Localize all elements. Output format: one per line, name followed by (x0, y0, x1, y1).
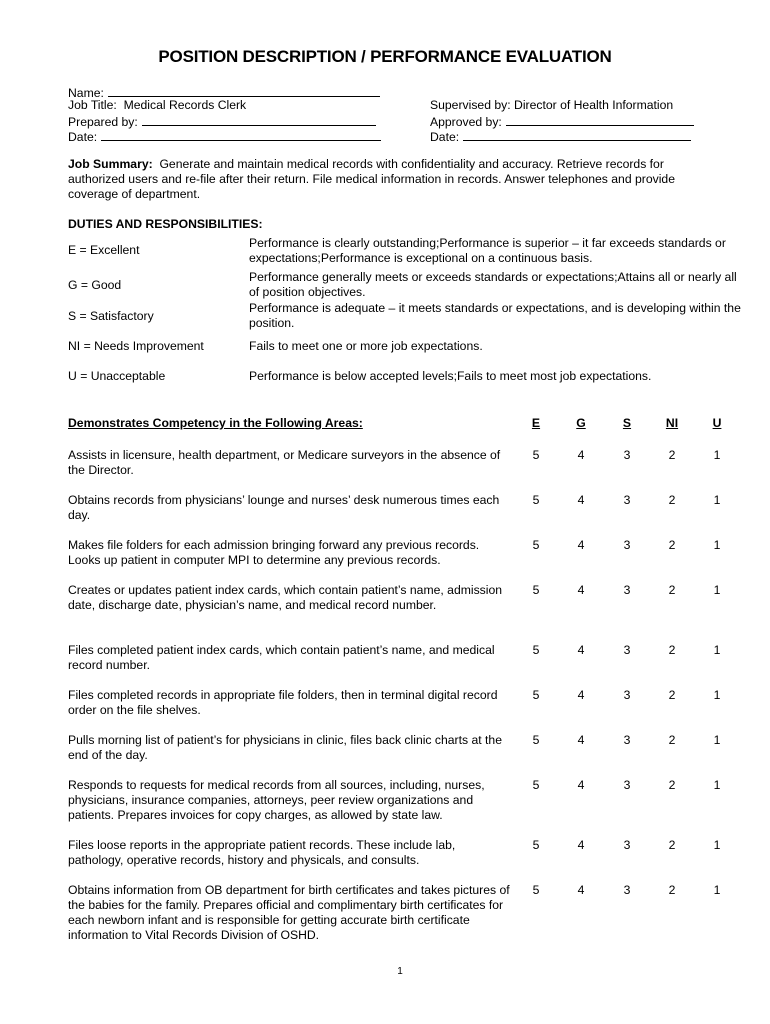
job-summary-label: Job Summary: (68, 157, 153, 171)
score-u[interactable]: 1 (713, 733, 721, 747)
job-title-label: Job Title: (68, 98, 117, 112)
score-e[interactable]: 5 (532, 538, 540, 552)
date-label: Date: (68, 130, 98, 144)
score-g[interactable]: 4 (577, 643, 585, 657)
competency-text: Responds to requests for medical records from all sources, including, nurses, physicians, insurance companies, attorneys, peer review organizations and patients. Prepares invoices for copy charges, as allowed by state law. (68, 778, 485, 822)
column-header-e: E (531, 416, 541, 430)
score-g[interactable]: 4 (577, 448, 585, 462)
rating-desc-g: Performance generally meets or exceeds standards or expectations;Attains all or nearly all of position objectives. (249, 270, 737, 299)
score-ni[interactable]: 2 (668, 493, 676, 507)
score-s[interactable]: 3 (623, 643, 631, 657)
rating-label-u: U = Unacceptable (68, 369, 166, 383)
supervised-by-label: Supervised by: (430, 98, 511, 112)
score-e[interactable]: 5 (532, 448, 540, 462)
name-blank[interactable] (108, 84, 380, 97)
date-row (68, 128, 381, 145)
score-ni[interactable]: 2 (668, 643, 676, 657)
job-summary-text: Generate and maintain medical records with confidentiality and accuracy. Retrieve records for authorized users and re-file after their return. File medical information in records. Answer telephones and provide coverage of department. (68, 157, 675, 201)
score-s[interactable]: 3 (623, 733, 631, 747)
rating-desc-ni: Fails to meet one or more job expectations. (249, 339, 483, 353)
score-u[interactable]: 1 (713, 538, 721, 552)
rating-label-s: S = Satisfactory (68, 309, 154, 323)
duties-heading: DUTIES AND RESPONSIBILITIES: (68, 217, 263, 231)
rating-desc-u: Performance is below accepted levels;Fails to meet most job expectations. (249, 369, 652, 383)
competency-text: Files loose reports in the appropriate patient records. These include lab, pathology, operative records, history and physicals, and consults. (68, 838, 456, 867)
score-u[interactable]: 1 (713, 778, 721, 792)
prepared-by-blank[interactable] (142, 113, 376, 126)
job-summary (68, 157, 708, 202)
competency-text: Files completed patient index cards, which contain patient’s name, and medical record number. (68, 643, 495, 672)
score-ni[interactable]: 2 (668, 778, 676, 792)
rating-label-g: G = Good (68, 278, 122, 292)
column-header-u: U (712, 416, 722, 430)
column-header-g: G (576, 416, 586, 430)
score-s[interactable]: 3 (623, 448, 631, 462)
date-blank[interactable] (101, 128, 381, 141)
score-ni[interactable]: 2 (668, 688, 676, 702)
competency-text: Files completed records in appropriate file folders, then in terminal digital record order on the file shelves. (68, 688, 498, 717)
competency-text: Pulls morning list of patient’s for physicians in clinic, files back clinic charts at the end of the day. (68, 733, 502, 762)
score-e[interactable]: 5 (532, 733, 540, 747)
score-u[interactable]: 1 (713, 448, 721, 462)
supervised-by-row (430, 98, 673, 113)
score-s[interactable]: 3 (623, 538, 631, 552)
score-e[interactable]: 5 (532, 643, 540, 657)
score-s[interactable]: 3 (623, 583, 631, 597)
column-header-s: S (622, 416, 632, 430)
rating-label-e: E = Excellent (68, 243, 140, 257)
rating-desc-e: Performance is clearly outstanding;Performance is superior – it far exceeds standards or expectations;Performance is exceptional on a continuous basis. (249, 236, 726, 265)
score-u[interactable]: 1 (713, 688, 721, 702)
competency-text: Creates or updates patient index cards, which contain patient’s name, admission date, discharge date, physician’s name, and medical record number. (68, 583, 503, 612)
score-s[interactable]: 3 (623, 688, 631, 702)
score-u[interactable]: 1 (713, 883, 721, 897)
score-ni[interactable]: 2 (668, 883, 676, 897)
score-u[interactable]: 1 (713, 838, 721, 852)
rating-label-ni: NI = Needs Improvement (68, 339, 204, 353)
score-g[interactable]: 4 (577, 538, 585, 552)
score-g[interactable]: 4 (577, 838, 585, 852)
score-g[interactable]: 4 (577, 493, 585, 507)
score-ni[interactable]: 2 (668, 733, 676, 747)
prepared-by-label: Prepared by: (68, 115, 138, 129)
page-number: 1 (397, 966, 403, 977)
score-e[interactable]: 5 (532, 583, 540, 597)
score-e[interactable]: 5 (532, 493, 540, 507)
score-e[interactable]: 5 (532, 838, 540, 852)
date2-row (430, 128, 691, 145)
score-s[interactable]: 3 (623, 838, 631, 852)
score-g[interactable]: 4 (577, 733, 585, 747)
score-ni[interactable]: 2 (668, 538, 676, 552)
competency-text: Assists in licensure, health department, or Medicare surveyors in the absence of the Director. (68, 448, 501, 477)
score-s[interactable]: 3 (623, 883, 631, 897)
date2-blank[interactable] (463, 128, 691, 141)
competency-text: Obtains information from OB department for birth certificates and takes pictures of the babies for the family. Prepares official and complimentary birth certificates for each newborn infant and is responsible for getting accurate birth certificate information to Vital Records Division of OSHD. (68, 883, 510, 942)
score-e[interactable]: 5 (532, 778, 540, 792)
competency-text: Obtains records from physicians’ lounge and nurses’ desk numerous times each day. (68, 493, 500, 522)
name-label: Name: (68, 86, 104, 100)
score-s[interactable]: 3 (623, 493, 631, 507)
score-ni[interactable]: 2 (668, 583, 676, 597)
job-title-row (68, 98, 246, 113)
rating-desc-s: Performance is adequate – it meets standards or expectations, and is developing within the position. (249, 301, 741, 330)
score-g[interactable]: 4 (577, 883, 585, 897)
date2-label: Date: (430, 130, 460, 144)
score-g[interactable]: 4 (577, 778, 585, 792)
score-e[interactable]: 5 (532, 883, 540, 897)
score-u[interactable]: 1 (713, 583, 721, 597)
score-u[interactable]: 1 (713, 493, 721, 507)
job-title-value: Medical Records Clerk (123, 98, 247, 112)
score-e[interactable]: 5 (532, 688, 540, 702)
approved-by-blank[interactable] (506, 113, 694, 126)
approved-by-label: Approved by: (430, 115, 502, 129)
column-header-ni: NI (665, 416, 679, 430)
score-ni[interactable]: 2 (668, 838, 676, 852)
score-g[interactable]: 4 (577, 688, 585, 702)
score-ni[interactable]: 2 (668, 448, 676, 462)
competency-text: Makes file folders for each admission bringing forward any previous records. Looks up patient in computer MPI to determine any previous records. (68, 538, 480, 567)
score-u[interactable]: 1 (713, 643, 721, 657)
supervised-by-value: Director of Health Information (514, 98, 674, 112)
page-title: POSITION DESCRIPTION / PERFORMANCE EVALUATION (158, 47, 612, 66)
competency-heading: Demonstrates Competency in the Following Areas: (68, 416, 363, 430)
score-g[interactable]: 4 (577, 583, 585, 597)
score-s[interactable]: 3 (623, 778, 631, 792)
